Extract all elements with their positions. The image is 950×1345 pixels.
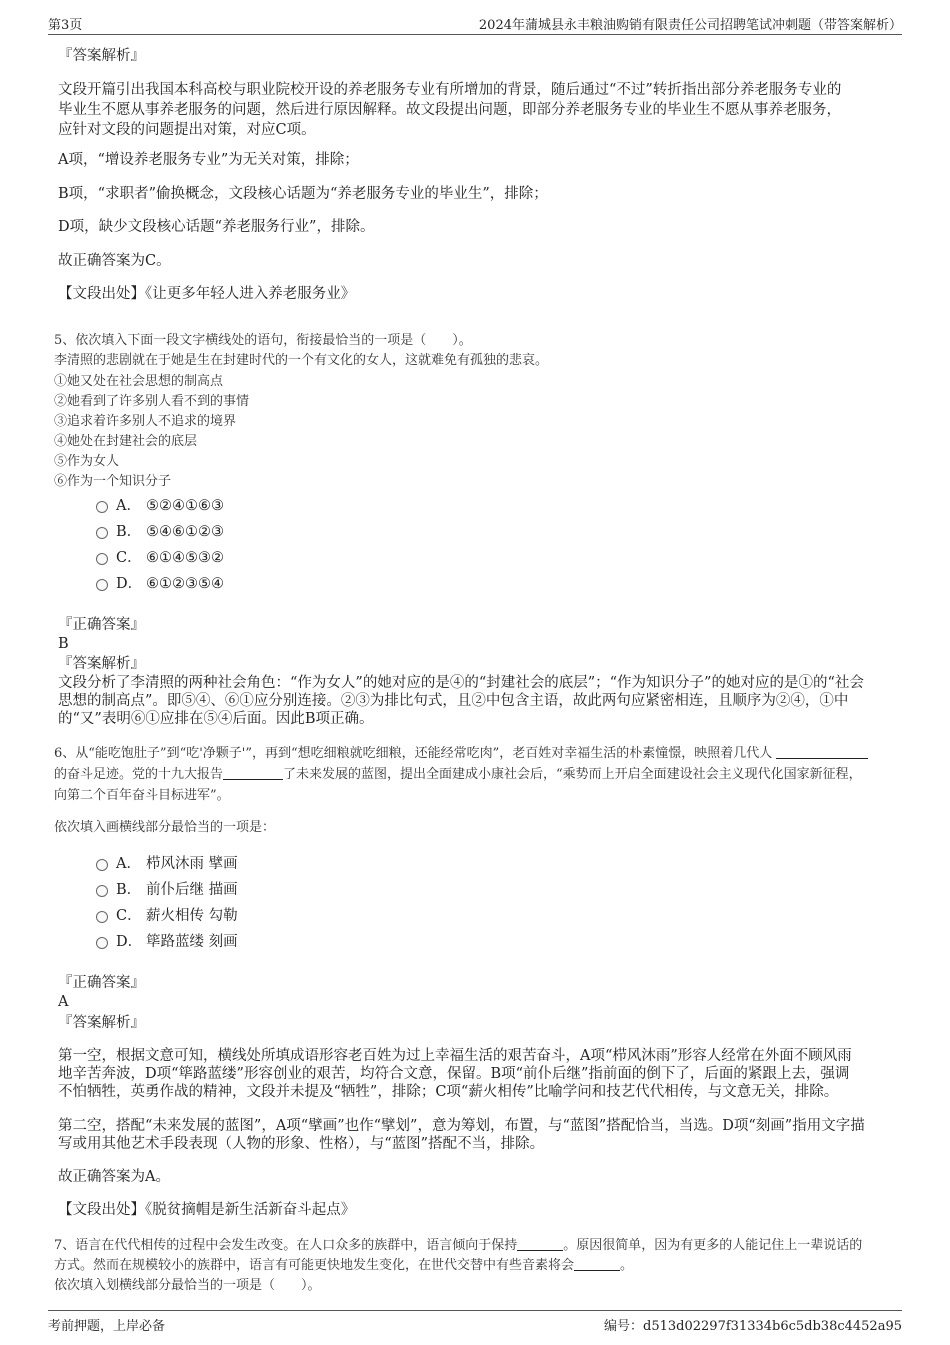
fill-blank bbox=[517, 1236, 563, 1251]
q4-analysis-a: A项，“增设养老服务专业”为无关对策，排除； bbox=[58, 152, 359, 168]
q4-source: 【文段出处】《让更多年轻人进入养老服务业》 bbox=[58, 286, 356, 302]
q4-conclusion: 故正确答案为C。 bbox=[58, 253, 171, 269]
option-text: 前仆后继 描画 bbox=[146, 882, 238, 898]
text-line: 写或用其他艺术手段表现（人物的形象、性格），与“蓝图”搭配不当，排除。 bbox=[58, 1136, 545, 1152]
option-text: ⑤④⑥①②③ bbox=[146, 524, 224, 540]
option-text: ⑥①②③⑤④ bbox=[146, 576, 224, 592]
q6-ask: 依次填入画横线部分最恰当的一项是： bbox=[54, 820, 276, 835]
text-line: 。 bbox=[620, 1258, 634, 1273]
text-line: 应针对文段的问题提出对策，对应C项。 bbox=[58, 122, 316, 138]
text-line: 不怕牺牲，英勇作战的精神，文段并未提及“牺牲”，排除；C项“薪火相传”比喻学问和技艺代代相传，与文意无关，排除。 bbox=[58, 1084, 839, 1100]
radio-icon[interactable] bbox=[96, 553, 108, 565]
text-line: 文段开篇引出我国本科高校与职业院校开设的养老服务专业有所增加的背景，随后通过“不过”转折指出部分养老服务专业的 bbox=[58, 82, 842, 98]
text-line: 思想的制高点”。即⑤④、⑥①应分别连接。②③为排比句式，且②中包含主语，故此两句应紧密相连，且顺序为②④，①中 bbox=[58, 693, 849, 709]
footer-slogan: 考前押题，上岸必备 bbox=[48, 1319, 166, 1334]
q6-option-c[interactable] bbox=[96, 906, 238, 926]
q6-analysis-title: 『答案解析』 bbox=[58, 1015, 145, 1031]
text-line: 。原因很简单，因为有更多的人能记住上一辈说话的 bbox=[563, 1238, 863, 1253]
text-line: 了未来发展的蓝图，提出全面建成小康社会后，“乘势而上开启全面建设社会主义现代化国家新征程， bbox=[283, 767, 862, 782]
q5-option-d[interactable] bbox=[96, 574, 224, 594]
option-letter: B． bbox=[116, 882, 142, 898]
q5-correct-answer: B bbox=[58, 636, 69, 652]
q5-item: ①她又处在社会思想的制高点 bbox=[54, 374, 224, 389]
page-footer bbox=[48, 1310, 902, 1335]
q4-analysis-d: D项，缺少文段核心话题“养老服务行业”，排除。 bbox=[58, 219, 375, 235]
radio-icon[interactable] bbox=[96, 579, 108, 591]
q4-analysis-b: B项，“求职者”偷换概念，文段核心话题为“养老服务专业的毕业生”，排除； bbox=[58, 186, 548, 202]
q5-option-a[interactable] bbox=[96, 496, 224, 516]
q7-ask: 依次填入划横线部分最恰当的一项是（ ）。 bbox=[54, 1278, 321, 1293]
footer-code: 编号：d513d02297f31334b6c5db38c4452a95 bbox=[604, 1319, 902, 1334]
q5-item: ③追求着许多别人不追求的境界 bbox=[54, 414, 237, 429]
radio-icon[interactable] bbox=[96, 527, 108, 539]
radio-icon[interactable] bbox=[96, 501, 108, 513]
fill-blank bbox=[574, 1256, 620, 1271]
option-text: ⑥①④⑤③② bbox=[146, 550, 224, 566]
q6-conclusion: 故正确答案为A。 bbox=[58, 1169, 170, 1185]
option-letter: D． bbox=[116, 934, 143, 950]
q5-option-b[interactable] bbox=[96, 522, 224, 542]
option-letter: C． bbox=[116, 908, 142, 924]
fill-blank bbox=[776, 744, 868, 759]
option-letter: C． bbox=[116, 550, 142, 566]
q5-item: ⑥作为一个知识分子 bbox=[54, 474, 172, 489]
q5-context: 李清照的悲剧就在于她是生在封建时代的一个有文化的女人，这就难免有孤独的悲哀。 bbox=[54, 353, 549, 368]
radio-icon[interactable] bbox=[96, 859, 108, 871]
q5-stem: 5、依次填入下面一段文字横线处的语句，衔接最恰当的一项是（ ）。 bbox=[54, 333, 472, 348]
q5-analysis-title: 『答案解析』 bbox=[58, 656, 145, 672]
option-letter: A． bbox=[116, 498, 141, 514]
text-line: 第一空，根据文意可知，横线处所填成语形容老百姓为过上幸福生活的艰苦奋斗，A项“栉风沐雨”形容人经常在外面不顾风雨 bbox=[58, 1048, 852, 1064]
text-line: 的“又”表明⑥①应排在⑤④后面。因此B项正确。 bbox=[58, 711, 374, 727]
q6-option-d[interactable] bbox=[96, 932, 238, 952]
q5-correct-title: 『正确答案』 bbox=[58, 617, 145, 633]
page-header bbox=[48, 14, 902, 35]
option-letter: B． bbox=[116, 524, 142, 540]
q6-source: 【文段出处】《脱贫摘帽是新生活新奋斗起点》 bbox=[58, 1202, 356, 1218]
q5-item: ⑤作为女人 bbox=[54, 454, 120, 469]
text-line: 向第二个百年奋斗目标进军”。 bbox=[54, 788, 230, 803]
radio-icon[interactable] bbox=[96, 911, 108, 923]
text-line: 文段分析了李清照的两种社会角色：“作为女人”的她对应的是④的“封建社会的底层”；“作为知识分子”的她对应的是①的“社会 bbox=[58, 675, 864, 691]
q5-item: ④她处在封建社会的底层 bbox=[54, 434, 198, 449]
q6-option-a[interactable] bbox=[96, 854, 238, 874]
option-text: 栉风沐雨 擘画 bbox=[146, 856, 238, 872]
radio-icon[interactable] bbox=[96, 937, 108, 949]
q6-correct-title: 『正确答案』 bbox=[58, 975, 145, 991]
fill-blank bbox=[223, 765, 283, 780]
q4-analysis-title: 『答案解析』 bbox=[58, 48, 145, 64]
q6-option-b[interactable] bbox=[96, 880, 238, 900]
radio-icon[interactable] bbox=[96, 885, 108, 897]
q5-option-c[interactable] bbox=[96, 548, 224, 568]
q5-item: ②她看到了许多别人看不到的事情 bbox=[54, 394, 250, 409]
option-letter: A． bbox=[116, 856, 141, 872]
document-title: 2024年蒲城县永丰粮油购销有限责任公司招聘笔试冲刺题（带答案解析） bbox=[478, 18, 902, 33]
page-number: 第3页 bbox=[48, 18, 83, 33]
option-text: 薪火相传 勾勒 bbox=[146, 908, 238, 924]
text-line: 6、从“能吃饱肚子”到“吃'净颗子'”，再到“想吃细粮就吃细粮，还能经常吃肉”，老百姓对幸福生活的朴素憧憬，映照着几代人 bbox=[54, 746, 773, 761]
option-text: 筚路蓝缕 刻画 bbox=[146, 934, 238, 950]
text-line: 第二空，搭配“未来发展的蓝图”，A项“擘画”也作“擘划”，意为筹划，布置，与“蓝图”搭配恰当，当选。D项“刻画”指用文字描 bbox=[58, 1118, 865, 1134]
text-line: 地辛苦奔波，D项“筚路蓝缕”形容创业的艰苦，均符合文意，保留。B项“前仆后继”指前面的倒下了，后面的紧跟上去，强调 bbox=[58, 1066, 850, 1082]
text-line: 的奋斗足迹。党的十九大报告 bbox=[54, 767, 224, 782]
q6-correct-answer: A bbox=[58, 994, 69, 1010]
text-line: 毕业生不愿从事养老服务的问题，然后进行原因解释。故文段提出问题，即部分养老服务专业的毕业生不愿从事养老服务， bbox=[58, 102, 841, 118]
text-line: 方式。然而在规模较小的族群中，语言有可能更快地发生变化，在世代交替中有些音素将会 bbox=[54, 1258, 575, 1273]
option-text: ⑤②④①⑥③ bbox=[146, 498, 224, 514]
option-letter: D． bbox=[116, 576, 143, 592]
text-line: 7、语言在代代相传的过程中会发生改变。在人口众多的族群中，语言倾向于保持 bbox=[54, 1238, 518, 1253]
